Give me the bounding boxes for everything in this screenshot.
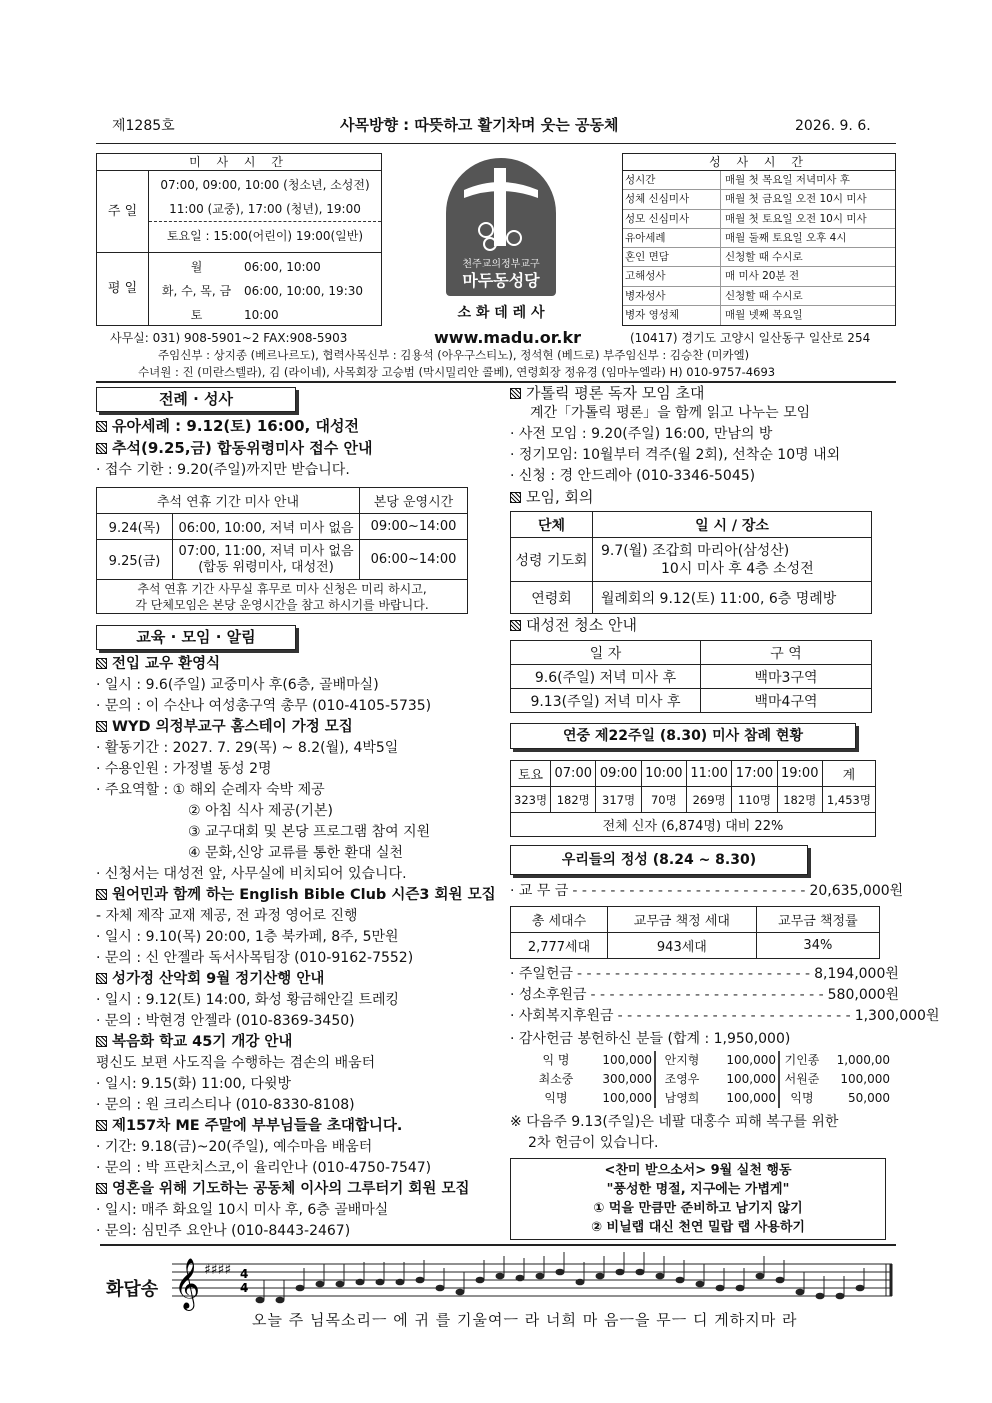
offering-row: · 주일헌금 - - - - - - - - - - - - - - - - - - - - - - - - - 8,194,000원 [510,964,896,985]
music-note [276,1297,285,1304]
notice-heading: 전입 교우 환영식 [96,654,516,675]
chuseok-table-header: 본당 운영시간 [360,488,468,514]
issue-date: 2026. 9. 6. [795,118,871,134]
svg-text:𝄞: 𝄞 [174,1258,201,1309]
music-note [576,1279,585,1286]
notice-line: ④ 문화,신앙 교류를 통한 환대 실천 [188,845,404,861]
review-line: 계간「가톨릭 평론」을 함께 읽고 나누는 모임 [530,405,811,421]
attendance-note: 전체 신자 (6,874명) 대비 22% [511,813,876,837]
offering-amount: 580,000원 [827,987,900,1003]
bullet-square-icon [510,492,521,503]
thanks-list [530,1051,896,1108]
sacrament-name: 성시간 [623,171,721,189]
svg-text:4: 4 [240,1281,249,1295]
bullet-square-icon [96,421,107,432]
notice-line: · 일시: 매주 화요일 10시 미사 후, 6층 골배마실 [96,1202,389,1218]
music-note [556,1269,565,1276]
sacrament-name: 유아세례 [623,229,721,247]
sacrament-row [623,229,895,248]
laudato-action: ① 먹을 만큼만 준비하고 남기지 않기 [593,1201,803,1216]
meeting-group: 성령 기도회 [511,538,593,582]
weekday-time: 06:00, 10:00 [244,260,321,274]
weekday-label: 평 일 [97,253,149,325]
music-note [356,1279,365,1286]
second-collection-notice: ※ 다음주 9.13(주일)은 네팔 대홍수 피해 복구를 위한 [510,1114,839,1130]
website-link[interactable]: www.madu.or.kr [434,328,581,347]
notice-line: · 일시 : 9.12(토) 14:00, 화성 황금해안길 트레킹 [96,992,400,1008]
thanks-amount: 1,000,00 [836,1053,890,1067]
thanks-donor: 조영우 [664,1072,700,1086]
notice-line: · 일시: 9.15(화) 11:00, 다윗방 [96,1076,292,1092]
sacrament-row [623,287,895,306]
thanks-amount: 100,000 [582,1089,656,1108]
tithe-value: 2,777세대 [511,933,608,959]
music-note [256,1297,265,1304]
notice-line: ② 아침 식사 제공(기본) [188,803,334,819]
notice-line: · 문의 : 박현경 안젤라 (010-8369-3450) [96,1013,355,1029]
notice-line: · 문의 : 박 프란치스코,이 율리안나 (010-4750-7547) [96,1160,432,1176]
bullet-square-icon [96,889,107,900]
music-note [416,1277,425,1284]
meeting-detail: 10시 미사 후 4층 소성전 [661,560,814,577]
music-note [616,1269,625,1276]
infant-baptism-notice: 유아세례 : 9.12(토) 16:00, 대성전 [96,416,359,436]
sunday-line-1: 07:00, 09:00, 10:00 (청소년, 소성전) [160,178,370,192]
music-note [636,1269,645,1276]
sacrament-name: 병자 영성체 [623,306,721,325]
parish-address: (10417) 경기도 고양시 일산동구 일산로 254 [630,331,871,345]
notice-line: · 활동기간 : 2027. 7. 29(목) ~ 8.2(월), 4박5일 [96,740,399,756]
notice-line: · 문의: 심민주 요안나 (010-8443-2467) [96,1223,351,1239]
music-note [296,1285,305,1292]
attendance-header: 계 [822,761,875,787]
music-note [456,1289,465,1296]
bullet-square-icon [96,973,107,984]
mass-times-box [96,153,382,326]
meeting-table [510,511,872,614]
thanks-row [530,1070,896,1089]
cleaning-heading: 대성전 청소 안내 [510,615,637,635]
offering-amount: 8,194,000원 [814,966,899,982]
thanks-donor: 남영희 [664,1091,700,1105]
education-section-title: 교육 · 모임 · 알림 [96,625,296,650]
bullet-square-icon [96,721,107,732]
logo-patron: 소 화 데 레 사 [457,305,545,321]
attendance-value: 70명 [641,787,686,813]
psalm-divider [100,1244,896,1246]
music-note [336,1281,345,1288]
offering-label: · 사회복지후원금 [510,1008,614,1024]
thanks-donor: 안지형 [664,1053,700,1067]
notice-line: · 수용인원 : 가정별 동성 2명 [96,761,272,777]
meeting-heading: 모임, 회의 [510,487,594,507]
offering-row: · 성소후원금 - - - - - - - - - - - - - - - - - - - - - - - - - 580,000원 [510,985,896,1006]
tithe-header: 교무금 책정률 [756,907,879,933]
music-note [696,1281,705,1288]
sacrament-name: 성모 신심미사 [623,210,721,228]
sacrament-when: 매월 첫 금요일 오전 10시 미사 [725,193,867,206]
offering-row: · 사회복지후원금 - - - - - - - - - - - - - - - - - - - - - - - - - 1,300,000원 [510,1006,896,1027]
notice-line: · 일시 : 9.6(주일) 교중미사 후(6층, 골배마실) [96,677,379,693]
sacrament-when: 신청할 때 수시로 [725,289,803,302]
music-note [776,1277,785,1284]
svg-text:4: 4 [240,1267,249,1281]
bullet-square-icon [510,388,521,399]
contact-divider [96,381,896,383]
tithe-label: · 교 무 금 [510,883,569,899]
notice-line: · 주요역할 : ① 해외 순례자 숙박 제공 [96,782,325,798]
chuseok-mass: 07:00, 11:00, 저녁 미사 없음 (합동 위령미사, 대성전) [173,540,360,580]
music-note [856,1285,865,1292]
notice-line: · 문의 : 신 안젤라 독서사목팀장 (010-9162-7552) [96,950,414,966]
psalm-music-staff [172,1252,896,1312]
sacrament-row [623,210,895,229]
music-note [816,1293,825,1300]
pastoral-motto: 사목방향 : 따뜻하고 활기차며 웃는 공동체 [340,116,619,134]
notice-line: ③ 교구대회 및 본당 프로그램 참여 지원 [188,824,431,840]
sacrament-name: 성체 신심미사 [623,190,721,208]
music-note [596,1273,605,1280]
attendance-value: 182명 [777,787,822,813]
cleaning-date: 9.6(주일) 저녁 미사 후 [511,665,701,689]
psalm-label: 화답송 [106,1279,159,1300]
sacrament-name: 고해성사 [623,267,721,285]
thanks-amount: 50,000 [848,1091,890,1105]
offering-list [510,964,940,1027]
music-note [476,1277,485,1284]
thanks-amount: 100,000 [708,1089,780,1108]
bullet-square-icon [510,620,521,631]
cleaning-table [510,640,872,713]
sacrament-when: 신청할 때 수시로 [725,251,803,264]
bullet-square-icon [96,658,107,669]
sacrament-row [623,190,895,209]
attendance-header: 11:00 [687,761,732,787]
header-divider [96,143,896,144]
meeting-header: 일 시 / 장소 [593,512,872,538]
attendance-header: 09:00 [596,761,641,787]
attendance-header: 토요 [511,761,551,787]
notice-line: · 신청서는 대성전 앞, 사무실에 비치되어 있습니다. [96,866,407,882]
tithe-header: 교무금 책정 세대 [607,907,756,933]
thanks-amount: 100,000 [708,1070,780,1089]
attendance-table [510,760,876,837]
chuseok-date: 9.25(금) [97,540,173,580]
notice-line: · 일시 : 9.10(목) 20:00, 1층 북카페, 8주, 5만원 [96,929,399,945]
tithe-table [510,906,880,959]
thanks-donor: 익명 [790,1091,814,1105]
bullet-square-icon [96,1183,107,1194]
chuseok-hours: 06:00~14:00 [360,540,468,580]
notice-heading: 성가정 산악회 9월 정기산행 안내 [96,969,516,990]
offering-title: 우리들의 정성 (8.24 ~ 8.30) [510,845,808,875]
music-note [796,1289,805,1296]
attendance-title: 연중 제22주일 (8.30) 미사 참례 현황 [510,723,856,749]
review-line: · 신청 : 경 안드레아 (010-3346-5045) [510,468,756,484]
music-note [676,1277,685,1284]
offering-label: · 성소후원금 [510,987,587,1003]
tithe-row: · 교 무 금 - - - - - - - - - - - - - - - - - - - - - - - - - 20,635,000원 [510,883,904,899]
sacrament-when: 매월 넷째 목요일 [725,309,803,322]
chuseok-mass: 06:00, 10:00, 저녁 미사 없음 [173,514,360,540]
notice-heading: 제157차 ME 주말에 부부님들을 초대합니다. [96,1116,516,1137]
sacrament-name: 혼인 면담 [623,248,721,266]
attendance-value: 323명 [511,787,551,813]
chuseok-date: 9.24(목) [97,514,173,540]
attendance-value: 1,453명 [822,787,875,813]
thanks-donor: 기인종 [784,1053,820,1067]
parish-logo [446,158,556,296]
issue-number: 제1285호 [112,118,175,134]
psalm-lyrics: 오늘 주 님목소리ㅡ 에 귀 를 기울여ㅡ 라 너희 마 음ㅡ을 무ㅡ 디 게하지마 라 [252,1311,798,1329]
sacrament-when: 매월 첫 토요일 오전 10시 미사 [725,212,867,225]
staff-line: 수녀원 : 진 (미란스텔라), 김 (라이네), 사목회장 고승범 (막시밀리안 콜베), 연령회장 정유경 (임마누엘라) H) 010-9757-4693 [138,365,776,379]
music-note [656,1273,665,1280]
thanks-donor: 익 명 [542,1053,570,1067]
laudato-slogan: "풍성한 명절, 지구에는 가볍게" [606,1182,790,1197]
logo-diocese: 천주교의정부교구 [462,259,540,270]
chuseok-deadline: · 접수 기한 : 9.20(주일)까지만 받습니다. [96,462,350,478]
mass-times-title: 미 사 시 간 [97,154,381,171]
chuseok-mass-heading: 추석(9.25,금) 합동위령미사 접수 안내 [96,438,372,458]
attendance-header: 10:00 [641,761,686,787]
chuseok-hours: 09:00~14:00 [360,514,468,540]
logo-parish: 마두동성당 [462,271,540,290]
thanks-donor: 서원준 [784,1072,820,1086]
tithe-value: 34% [756,933,879,959]
thanks-amount: 100,000 [708,1051,780,1070]
attendance-value: 182명 [551,787,596,813]
thanks-row [530,1051,896,1070]
cleaning-header: 구 역 [701,641,872,665]
chuseok-mass-table [96,487,468,614]
bullet-square-icon [96,443,107,454]
thanks-heading: · 감사헌금 봉헌하신 분들 (합계 : 1,950,000) [510,1031,791,1047]
notice-heading: 영혼을 위해 기도하는 공동체 이사의 그루터기 회원 모집 [96,1179,516,1200]
weekday-day: 토 [190,308,203,322]
attendance-value: 317명 [596,787,641,813]
tithe-header: 총 세대수 [511,907,608,933]
sacrament-times-box [622,153,896,326]
svg-text:♯♯♯♯: ♯♯♯♯ [204,1262,232,1278]
meeting-header: 단체 [511,512,593,538]
music-note [736,1285,745,1292]
thanks-donor: 익명 [544,1091,568,1105]
music-note [516,1275,525,1282]
music-note [716,1285,725,1292]
weekday-time: 06:00, 10:00, 19:30 [244,284,364,298]
thanks-amount: 100,000 [840,1072,890,1086]
laudato-title: <찬미 받으소서> 9월 실천 행동 [604,1163,792,1178]
bullet-square-icon [96,1036,107,1047]
offering-amount: 1,300,000원 [854,1008,940,1024]
review-line: · 사전 모임 : 9.20(주일) 16:00, 만남의 방 [510,426,773,442]
music-note [756,1273,765,1280]
review-line: · 정기모임: 10월부터 격주(월 2회), 선착순 10명 내외 [510,447,841,463]
weekday-time: 10:00 [244,308,279,322]
sacrament-name: 병자성사 [623,287,721,305]
sacrament-when: 매 미사 20분 전 [725,270,800,283]
tithe-amount: 20,635,000원 [809,883,904,899]
bullet-square-icon [96,1120,107,1131]
weekday-times [149,255,381,327]
laudato-action: ② 비닐랩 대신 천연 밀랍 랩 사용하기 [591,1220,805,1235]
notice-heading: 원어민과 함께 하는 English Bible Club 시즌3 회원 모집 [96,885,516,906]
sacrament-row [623,267,895,286]
sacrament-row [623,248,895,267]
attendance-header: 17:00 [732,761,777,787]
sacrament-when: 매월 둘째 토요일 오후 4시 [725,231,847,244]
sacrament-row [623,306,895,325]
sacrament-row [623,171,895,190]
tithe-value: 943세대 [607,933,756,959]
offering-label: · 주일헌금 [510,966,573,982]
office-contact: 사무실: 031) 908-5901~2 FAX:908-5903 [110,331,348,345]
thanks-donor: 최소중 [538,1072,574,1086]
weekday-day: 화, 수, 목, 금 [161,284,232,298]
catholic-review-heading: 가톨릭 평론 독자 모임 초대 [510,383,704,403]
music-note [536,1273,545,1280]
music-note [436,1285,445,1292]
sacrament-list [623,171,895,325]
thanks-row [530,1089,896,1108]
meeting-group: 연령회 [511,582,593,614]
liturgy-section-title: 전례 · 성사 [96,387,296,412]
laudato-si-box [510,1158,886,1240]
attendance-value: 110명 [732,787,777,813]
sacrament-when: 매월 첫 목요일 저녁미사 후 [725,174,850,186]
meeting-detail: 9.7(월) 조갑희 마리아(삼성산) [601,542,790,559]
cleaning-header: 일 자 [511,641,701,665]
music-note [496,1273,505,1280]
sacrament-times-title: 성 사 시 간 [623,154,895,171]
notice-line: · 문의 : 이 수산나 여성총구역 총무 (010-4105-5735) [96,698,432,714]
attendance-value: 269명 [687,787,732,813]
notice-line: · 문의 : 원 크리스티나 (010-8330-8108) [96,1097,355,1113]
attendance-header: 07:00 [551,761,596,787]
cleaning-area: 백마4구역 [701,689,872,713]
clergy-line: 주임신부 : 상지종 (베르나르도), 협력사목신부 : 김용석 (아우구스티노), 정석현 (베드로) 부주임신부 : 김승찬 (미카엘) [158,348,750,362]
chuseok-table-header: 추석 연휴 기간 미사 안내 [97,488,360,514]
notice-list [96,654,516,1242]
chuseok-note: 추석 연휴 기간 사무실 휴무로 미사 신청은 미리 하시고, 각 단체모임은 본당 운영시간을 참고 하시기를 바랍니다. [97,580,468,614]
meeting-detail: 월례회의 9.12(토) 11:00, 6층 명례방 [593,582,872,614]
second-collection-notice-2: 2차 헌금이 있습니다. [528,1135,659,1151]
notice-heading: WYD 의정부교구 홈스테이 가정 모집 [96,717,516,738]
notice-line: 평신도 보편 사도직을 수행하는 겸손의 배움터 [96,1055,376,1071]
attendance-header: 19:00 [777,761,822,787]
saturday-line: 토요일 : 15:00(어린이) 19:00(일반) [166,229,364,243]
cleaning-date: 9.13(주일) 저녁 미사 후 [511,689,701,713]
sunday-label: 주 일 [97,171,149,253]
music-note [376,1279,385,1286]
cleaning-area: 백마3구역 [701,665,872,689]
thanks-amount: 300,000 [582,1070,656,1089]
notice-heading: 복음화 학교 45기 개강 안내 [96,1032,516,1053]
notice-line: · 기간: 9.18(금)~20(주일), 예수마음 배움터 [96,1139,373,1155]
music-note [836,1293,845,1300]
sunday-times [149,171,381,253]
thanks-amount: 100,000 [582,1051,656,1070]
music-note [316,1281,325,1288]
sunday-line-2: 11:00 (교중), 17:00 (청년), 19:00 [149,197,381,222]
notice-line: - 자체 제작 교재 제공, 전 과정 영어로 진행 [96,908,358,924]
music-note [396,1279,405,1286]
weekday-day: 월 [190,260,203,274]
